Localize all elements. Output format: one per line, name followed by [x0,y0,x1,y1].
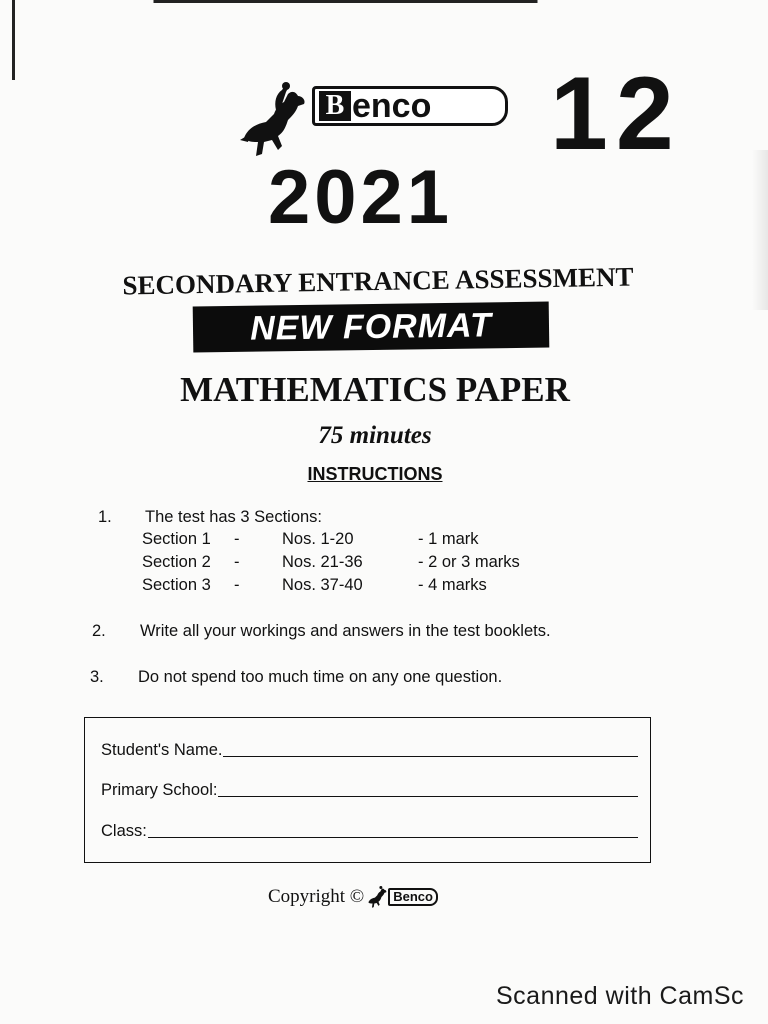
student-name-label: Student's Name. [101,741,223,759]
horse-rider-icon [236,80,310,160]
section-marks: - 4 marks [418,576,487,594]
primary-school-line[interactable] [218,796,638,797]
student-name-field[interactable] [101,738,638,760]
format-banner [193,302,550,353]
section-marks: - 2 or 3 marks [418,553,520,571]
student-name-line[interactable] [223,756,638,757]
section-name: Section 1 [142,530,211,548]
copyright-line [268,884,438,910]
scan-edge-left [12,0,15,80]
section-dash: - [234,576,240,594]
primary-school-label: Primary School: [101,781,218,799]
section-row [142,553,562,575]
section-questions: Nos. 37-40 [282,576,363,594]
primary-school-field[interactable] [101,778,638,800]
student-info-box [84,717,651,863]
scanner-watermark: Scanned with CamSc [496,982,745,1010]
assessment-title: SECONDARY ENTRANCE ASSESSMENT [122,261,634,301]
benco-logo [236,80,516,162]
instruction-number: 3. [90,668,104,686]
class-line[interactable] [148,837,638,838]
section-questions: Nos. 21-36 [282,553,363,571]
instruction-number: 1. [98,508,112,526]
instruction-text: The test has 3 Sections: [145,508,323,526]
section-name: Section 2 [142,553,211,571]
footer-logo [366,884,438,910]
scan-shadow [752,150,768,310]
section-questions: Nos. 1-20 [282,530,354,548]
class-label: Class: [101,822,147,840]
copyright-text: Copyright © [268,886,365,907]
brand-wordmark [312,86,508,126]
subject-title: MATHEMATICS PAPER [180,370,570,409]
exam-year: 2021 [268,155,454,240]
instructions-heading: INSTRUCTIONS [307,464,443,484]
grade-number: 12 [550,56,682,172]
horse-rider-icon [366,884,388,910]
duration: 75 minutes [318,422,432,449]
format-label: NEW FORMAT [249,305,493,348]
section-dash: - [234,553,240,571]
scan-edge-top [0,0,768,3]
section-marks: - 1 mark [418,530,479,548]
brand-name: enco [352,87,432,125]
section-name: Section 3 [142,576,211,594]
section-row [142,576,562,598]
class-field[interactable] [101,819,638,841]
section-row [142,530,562,552]
instruction-text: Do not spend too much time on any one question. [138,668,503,686]
instruction-text: Write all your workings and answers in the test booklets. [140,622,551,640]
brand-initial: B [319,91,351,121]
section-dash: - [234,530,240,548]
footer-brand: Benco [388,888,438,906]
instruction-number: 2. [92,622,106,640]
